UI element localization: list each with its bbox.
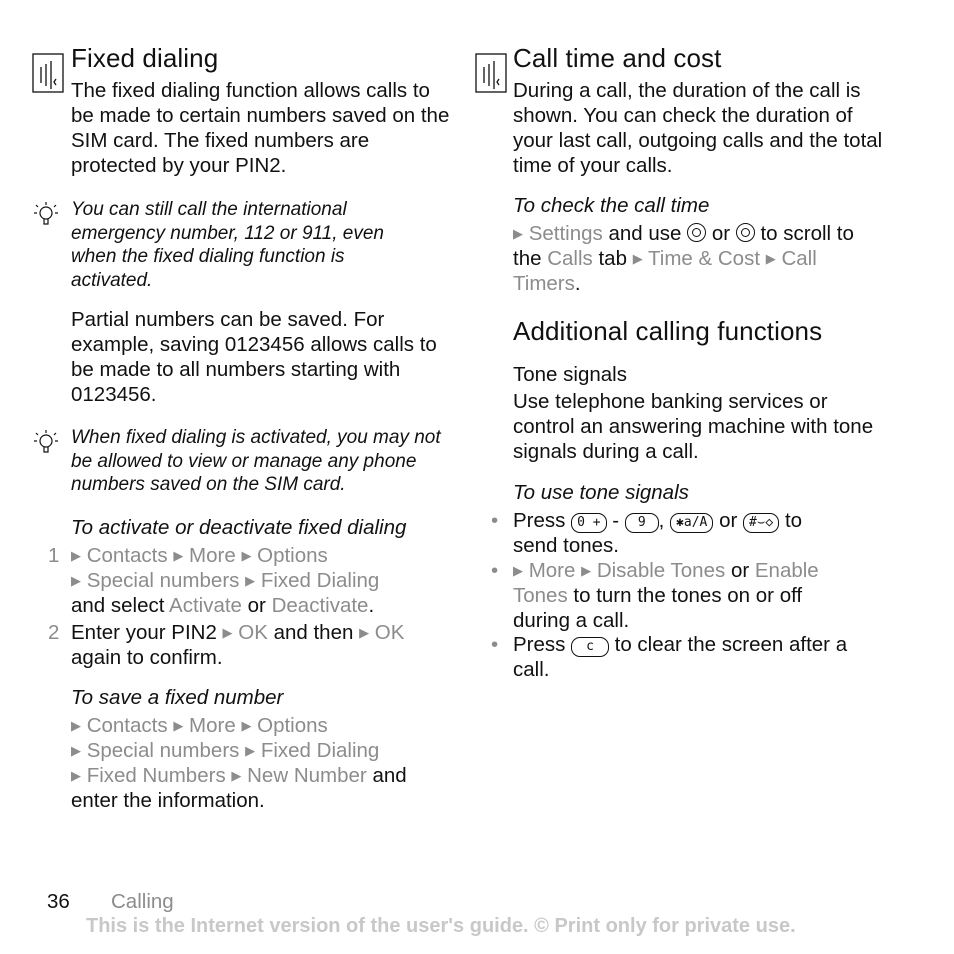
menu-new-number[interactable]: New Number bbox=[247, 764, 367, 787]
section-name: Calling bbox=[111, 890, 174, 913]
nav-left-key-icon bbox=[687, 223, 706, 242]
bullet-disable-tones: • ▶ More ▶ Disable Tones or Enable Tones to turn the tones on or off during a call. bbox=[491, 559, 819, 632]
key-0-plus-icon: 0 + bbox=[571, 513, 606, 533]
key-9-icon: 9 bbox=[625, 513, 659, 533]
menu-activate[interactable]: Activate bbox=[169, 594, 242, 617]
step-1: 1 ▶ Contacts ▶ More ▶ Options ▶ Special numbers ▶ Fixed Dialing and select Activate or Deactivate. bbox=[48, 544, 380, 617]
menu-ok[interactable]: OK bbox=[238, 621, 268, 644]
page-title-fixed-dialing: Fixed dialing bbox=[71, 43, 219, 73]
menu-ok[interactable]: OK bbox=[374, 621, 405, 644]
menu-timers[interactable]: Timers bbox=[513, 272, 575, 295]
menu-tones[interactable]: Tones bbox=[513, 584, 568, 607]
key-star-icon: ✱a/A bbox=[670, 513, 713, 533]
menu-disable-tones[interactable]: Disable Tones bbox=[596, 559, 726, 582]
menu-fixed-dialing[interactable]: Fixed Dialing bbox=[260, 739, 380, 762]
menu-more[interactable]: More bbox=[528, 559, 576, 582]
menu-enable[interactable]: Enable bbox=[754, 559, 819, 582]
menu-contacts[interactable]: Contacts bbox=[86, 714, 168, 737]
page-number: 36 bbox=[47, 890, 70, 913]
menu-time-and-cost[interactable]: Time & Cost bbox=[648, 247, 761, 270]
menu-calls[interactable]: Calls bbox=[547, 247, 593, 270]
use-tone-signals-heading: To use tone signals bbox=[513, 481, 689, 504]
menu-special-numbers[interactable]: Special numbers bbox=[86, 569, 240, 592]
fixed-dialing-intro: The fixed dialing function allows calls to be made to certain numbers saved on the SIM card. The fixed numbers are protected by your PIN2. bbox=[71, 79, 450, 177]
section-title-call-time: Call time and cost bbox=[513, 43, 722, 73]
menu-settings[interactable]: Settings bbox=[528, 222, 603, 245]
menu-fixed-numbers[interactable]: Fixed Numbers bbox=[86, 764, 226, 787]
bullet-clear-screen: • Press c to clear the screen after a call. bbox=[491, 633, 848, 681]
phone-network-icon bbox=[32, 53, 64, 93]
footer-note: This is the Internet version of the user's guide. © Print only for private use. bbox=[86, 915, 796, 937]
key-c-icon: c bbox=[571, 637, 609, 657]
menu-more[interactable]: More bbox=[189, 714, 236, 737]
tone-signals-text: Use telephone banking services or control an answering machine with tone signals during a call. bbox=[513, 390, 874, 463]
menu-fixed-dialing[interactable]: Fixed Dialing bbox=[260, 569, 380, 592]
activate-heading: To activate or deactivate fixed dialing bbox=[71, 516, 407, 539]
check-call-time-steps: ▶ Settings and use or to scroll to the Calls tab ▶ Time & Cost ▶ Call Timers. bbox=[513, 222, 854, 295]
bullet-press-keys: • Press 0 + - 9 , ✱a/A or #⌣◇ to send tones. bbox=[491, 509, 803, 557]
menu-deactivate[interactable]: Deactivate bbox=[271, 594, 369, 617]
call-time-intro: During a call, the duration of the call is shown. You can check the duration of your last call, outgoing calls and the total time of your calls. bbox=[513, 79, 883, 177]
menu-more[interactable]: More bbox=[189, 544, 236, 567]
tone-signals-heading: Tone signals bbox=[513, 363, 627, 386]
tip-lightbulb-icon bbox=[33, 429, 59, 457]
menu-options[interactable]: Options bbox=[257, 714, 328, 737]
menu-contacts[interactable]: Contacts bbox=[86, 544, 168, 567]
nav-right-key-icon bbox=[736, 223, 755, 242]
menu-special-numbers[interactable]: Special numbers bbox=[86, 739, 240, 762]
menu-options[interactable]: Options bbox=[257, 544, 328, 567]
save-steps: ▶ Contacts ▶ More ▶ Options ▶ Special numbers ▶ Fixed Dialing ▶ Fixed Numbers ▶ New Number and enter the information. bbox=[71, 714, 407, 812]
save-heading: To save a fixed number bbox=[71, 686, 284, 709]
key-hash-icon: #⌣◇ bbox=[743, 513, 779, 533]
partial-numbers-text: Partial numbers can be saved. For example, saving 0123456 allows calls to be made to all numbers starting with 0123456. bbox=[71, 308, 437, 406]
step-number: 1 bbox=[48, 544, 60, 567]
section-title-additional: Additional calling functions bbox=[513, 316, 823, 346]
check-call-time-heading: To check the call time bbox=[513, 194, 710, 217]
step-2: 2 Enter your PIN2 ▶ OK and then ▶ OK again to confirm. bbox=[48, 621, 405, 669]
step-number: 2 bbox=[48, 621, 60, 644]
tip-lightbulb-icon bbox=[33, 201, 59, 229]
phone-network-icon bbox=[475, 53, 507, 93]
menu-call[interactable]: Call bbox=[781, 247, 817, 270]
tip-sim-restriction: When fixed dialing is activated, you may not be allowed to view or manage any phone numbers saved on the SIM card. bbox=[71, 427, 441, 495]
tip-emergency-number: You can still call the international emergency number, 112 or 911, even when the fixed dialing function is activated. bbox=[71, 199, 384, 291]
